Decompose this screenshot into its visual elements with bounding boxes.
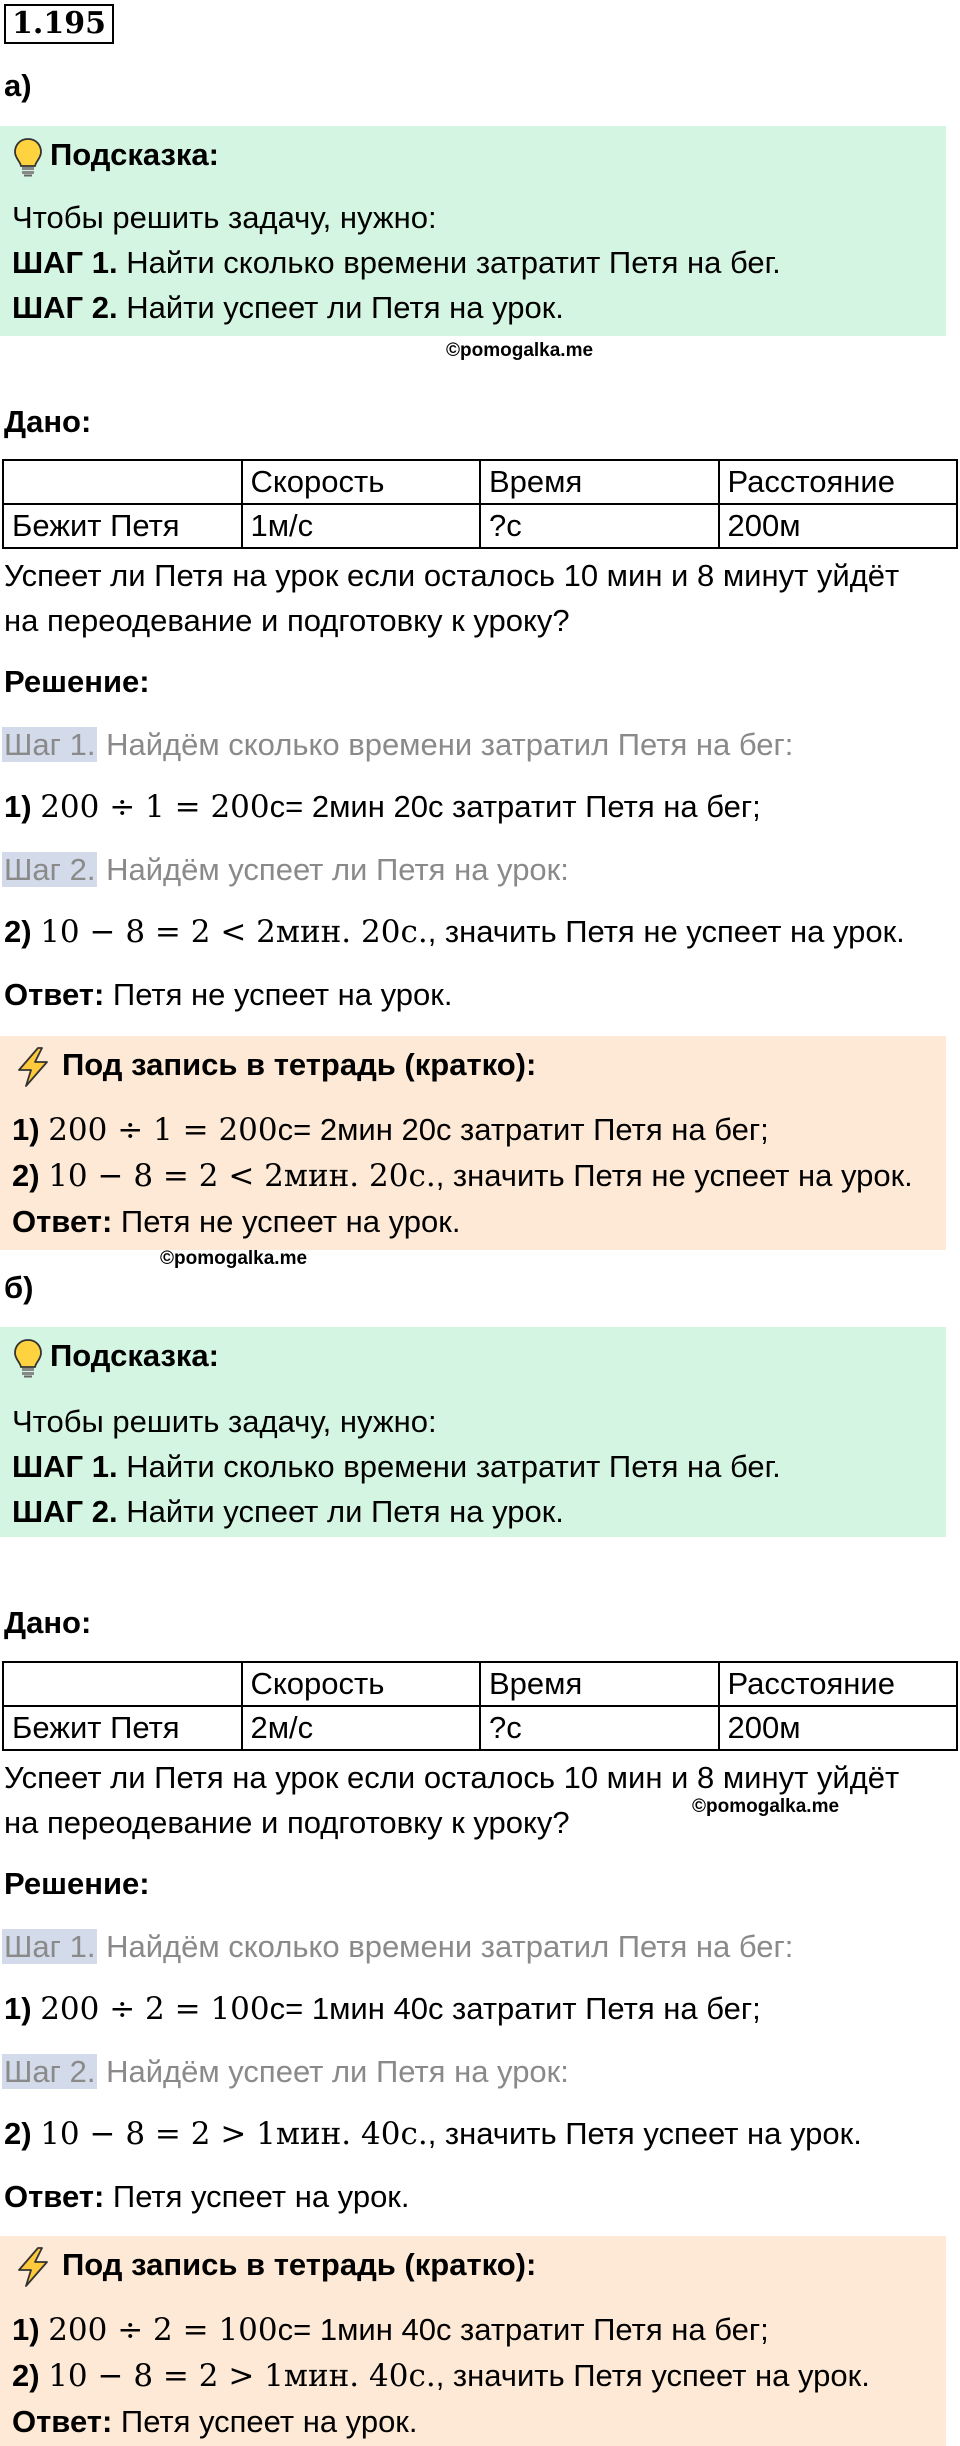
line-text: с= 1мин 40с затратит Петя на бег; (269, 1991, 761, 2026)
question-line-1-a: Успеет ли Петя на урок если осталось 10 мин и 8 минут уйдёт (4, 558, 900, 593)
hint-step-1-b (12, 1449, 781, 1485)
part-a-label: а) (4, 68, 32, 103)
step-text: Найдём успеет ли Петя на урок: (106, 2054, 569, 2089)
hint-step-text: Найти сколько времени затратит Петя на бег. (126, 1449, 781, 1484)
step-label: Шаг 2. (4, 852, 96, 887)
line-number: 1) (4, 1991, 32, 2026)
note-line-1-b (12, 2312, 769, 2348)
hint-box-a (0, 126, 946, 336)
question-line-1-b: Успеет ли Петя на урок если осталось 10 мин и 8 минут уйдёт (4, 1760, 900, 1795)
table-cell: 1м/с (242, 504, 481, 548)
lightning-icon (14, 2247, 52, 2287)
hint-step-label: ШАГ 2. (12, 1494, 118, 1529)
answer-label: Ответ: (12, 2404, 113, 2439)
line-text: , значить Петя успеет на урок. (427, 2116, 862, 2151)
table-cell: 200м (719, 504, 958, 548)
step-1-line-b (2, 1929, 793, 1965)
hint-title-a (12, 134, 219, 177)
table-cell: Расстояние (719, 1662, 958, 1706)
answer-text: Петя не успеет на урок. (120, 1204, 461, 1239)
answer-label: Ответ: (4, 2179, 105, 2214)
note-line-2-b (12, 2358, 870, 2394)
line-number: 1) (4, 789, 32, 824)
watermark: ©pomogalka.me (160, 1248, 308, 1269)
note-title-text-a: Под запись в тетрадь (кратко): (62, 1047, 537, 1082)
table-cell (3, 460, 242, 504)
note-title-b (14, 2244, 536, 2287)
answer-line-b (4, 2179, 409, 2215)
answer-label: Ответ: (4, 977, 105, 1012)
step-text: Найдём успеет ли Петя на урок: (106, 852, 569, 887)
step-text: Найдём сколько времени затратил Петя на бег: (106, 1929, 794, 1964)
hint-step-2-b (12, 1494, 564, 1530)
note-title-text-b: Под запись в тетрадь (кратко): (62, 2247, 537, 2282)
note-line-2-a (12, 1158, 913, 1194)
hint-step-label: ШАГ 2. (12, 290, 118, 325)
math-expression: 200 ÷ 1 = 200 (48, 1112, 278, 1148)
solution-label-b: Решение: (4, 1866, 150, 1901)
answer-text: Петя не успеет на урок. (112, 977, 453, 1012)
hint-step-text: Найти успеет ли Петя на урок. (126, 1494, 564, 1529)
solution-line-2-b (4, 2116, 862, 2152)
table-header-row (3, 1662, 957, 1706)
step-label: Шаг 1. (4, 727, 96, 762)
answer-text: Петя успеет на урок. (120, 2404, 418, 2439)
step-2-line-a (2, 852, 569, 888)
hint-step-2-a (12, 290, 564, 326)
hint-box-b (0, 1327, 946, 1537)
hint-step-1-a (12, 245, 781, 281)
solution-line-1-a (4, 789, 761, 825)
hint-step-text: Найти успеет ли Петя на урок. (126, 290, 564, 325)
math-expression: 10 − 8 = 2 > 1мин. 40с. (40, 2116, 428, 2152)
table-header-row (3, 460, 957, 504)
line-number: 2) (4, 2116, 32, 2151)
solution-label-a: Решение: (4, 664, 150, 699)
watermark: ©pomogalka.me (692, 1796, 840, 1817)
step-2-line-b (2, 2054, 569, 2090)
table-row (3, 504, 957, 548)
given-label-a: Дано: (4, 404, 92, 439)
table-cell: Бежит Петя (3, 504, 242, 548)
line-text: с= 2мин 20с затратит Петя на бег; (269, 789, 761, 824)
line-text: с= 1мин 40с затратит Петя на бег; (277, 2312, 769, 2347)
solution-line-1-b (4, 1991, 761, 2027)
table-cell: Время (480, 1662, 719, 1706)
table-cell: 200м (719, 1706, 958, 1750)
hint-intro-b: Чтобы решить задачу, нужно: (12, 1404, 437, 1439)
math-expression: 10 − 8 = 2 > 1мин. 40с. (48, 2358, 436, 2394)
watermark: ©pomogalka.me (446, 340, 594, 361)
question-line-2-b: на переодевание и подготовку к уроку? (4, 1805, 570, 1840)
lightbulb-icon (12, 1338, 44, 1378)
answer-label: Ответ: (12, 1204, 113, 1239)
note-box-b (0, 2236, 946, 2446)
note-box-a (0, 1036, 946, 1250)
note-title-a (14, 1044, 536, 1087)
line-text: с= 2мин 20с затратит Петя на бег; (277, 1112, 769, 1147)
line-text: , значить Петя не успеет на урок. (435, 1158, 913, 1193)
step-1-line-a (2, 727, 793, 763)
table-cell: ?с (480, 504, 719, 548)
hint-step-label: ШАГ 1. (12, 1449, 118, 1484)
problem-number: 1.195 (4, 4, 114, 44)
step-text: Найдём сколько времени затратил Петя на бег: (106, 727, 794, 762)
table-cell: Расстояние (719, 460, 958, 504)
table-cell: Время (480, 460, 719, 504)
lightbulb-icon (12, 137, 44, 177)
hint-title-text-b: Подсказка: (50, 1338, 219, 1373)
hint-step-text: Найти сколько времени затратит Петя на бег. (126, 245, 781, 280)
step-label: Шаг 2. (4, 2054, 96, 2089)
table-cell: 2м/с (242, 1706, 481, 1750)
part-b-label: б) (4, 1270, 34, 1305)
given-table-a (2, 459, 958, 549)
math-expression: 200 ÷ 2 = 100 (48, 2312, 278, 2348)
table-row (3, 1706, 957, 1750)
table-cell: Скорость (242, 460, 481, 504)
hint-step-label: ШАГ 1. (12, 245, 118, 280)
solution-line-2-a (4, 914, 905, 950)
math-expression: 10 − 8 = 2 < 2мин. 20с. (40, 914, 428, 950)
table-cell (3, 1662, 242, 1706)
lightning-icon (14, 1047, 52, 1087)
note-line-1-a (12, 1112, 769, 1148)
table-cell: Скорость (242, 1662, 481, 1706)
given-label-b: Дано: (4, 1605, 92, 1640)
math-expression: 200 ÷ 1 = 200 (40, 789, 270, 825)
table-cell: ?с (480, 1706, 719, 1750)
table-cell: Бежит Петя (3, 1706, 242, 1750)
step-label: Шаг 1. (4, 1929, 96, 1964)
line-number: 1) (12, 2312, 40, 2347)
line-text: , значить Петя успеет на урок. (435, 2358, 870, 2393)
math-expression: 10 − 8 = 2 < 2мин. 20с. (48, 1158, 436, 1194)
math-expression: 200 ÷ 2 = 100 (40, 1991, 270, 2027)
line-number: 1) (12, 1112, 40, 1147)
answer-line-a (4, 977, 452, 1013)
line-number: 2) (12, 1158, 40, 1193)
line-number: 2) (4, 914, 32, 949)
hint-intro-a: Чтобы решить задачу, нужно: (12, 200, 437, 235)
note-answer-a (12, 1204, 460, 1240)
note-answer-b (12, 2404, 417, 2440)
answer-text: Петя успеет на урок. (112, 2179, 410, 2214)
hint-title-b (12, 1335, 219, 1378)
line-text: , значить Петя не успеет на урок. (427, 914, 905, 949)
question-line-2-a: на переодевание и подготовку к уроку? (4, 603, 570, 638)
hint-title-text-a: Подсказка: (50, 137, 219, 172)
given-table-b (2, 1661, 958, 1751)
line-number: 2) (12, 2358, 40, 2393)
